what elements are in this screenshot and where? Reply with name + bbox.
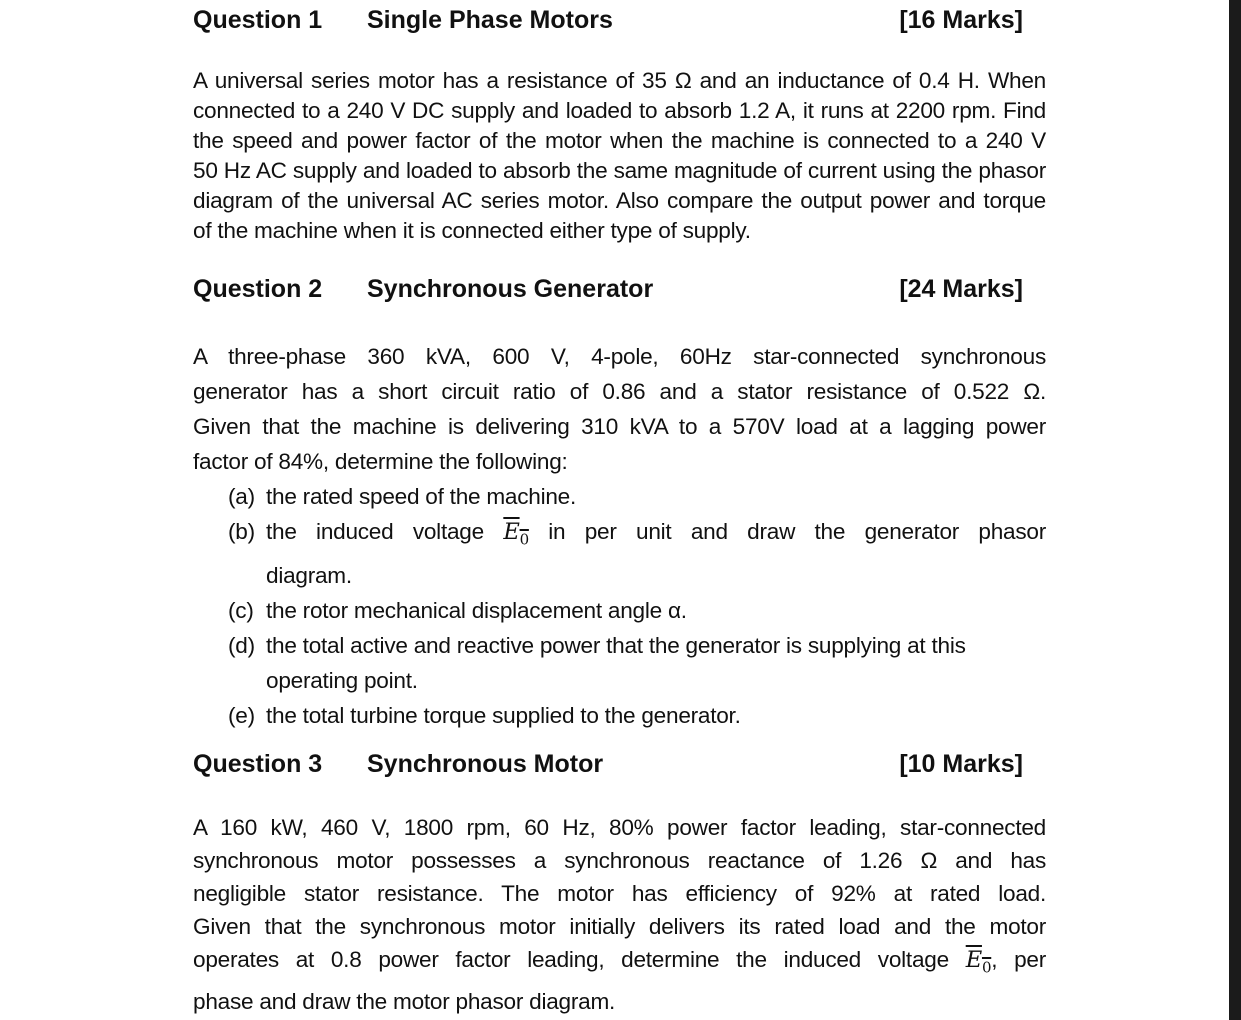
text-pre: operates at 0.8 power factor leading, determine the induced voltage	[193, 947, 966, 972]
part-a	[228, 479, 1046, 514]
text-line: Given that the machine is delivering 310 kVA to a 570V load at a lagging power	[193, 414, 1046, 439]
part-text: the rated speed of the machine.	[266, 484, 577, 509]
text-line: synchronous motor possesses a synchronous reactance of 1.26 Ω and has	[193, 848, 1046, 873]
text-line: 50 Hz AC supply and loaded to absorb the same magnitude of current using the phasor	[193, 158, 1046, 183]
text-line: of the machine when it is connected either type of supply.	[193, 218, 751, 243]
text-post: , per	[991, 947, 1046, 972]
text-line: the speed and power factor of the motor when the machine is connected to a 240 V	[193, 128, 1046, 153]
question-number: Question 3	[193, 750, 323, 778]
part-label: (d)	[228, 632, 255, 658]
question-number: Question 2	[193, 275, 323, 303]
part-text: the total active and reactive power that the generator is supplying at this	[266, 632, 966, 658]
question-marks: [24 Marks]	[899, 275, 1023, 303]
screen-edge	[1229, 0, 1241, 1020]
text-line: A three-phase 360 kVA, 600 V, 4-pole, 60Hz star-connected synchronous	[193, 344, 1046, 369]
question-number: Question 1	[193, 6, 323, 34]
induced-voltage-symbol: $E_0$	[503, 519, 529, 549]
text-line: A 160 kW, 460 V, 1800 rpm, 60 Hz, 80% power factor leading, star-connected	[193, 815, 1046, 840]
text-line: connected to a 240 V DC supply and loaded to absorb 1.2 A, it runs at 2200 rpm. Find	[193, 98, 1046, 123]
part-text: the rotor mechanical displacement angle α.	[266, 597, 687, 623]
part-label: (e)	[228, 702, 255, 728]
question-title: Single Phase Motors	[367, 6, 613, 34]
question-marks: [10 Marks]	[899, 750, 1023, 778]
text-line: factor of 84%, determine the following:	[193, 449, 568, 474]
question-2-text	[193, 339, 1046, 479]
part-c	[228, 593, 1046, 628]
question-1-heading	[193, 4, 1023, 36]
text-line: phase and draw the motor phasor diagram.	[193, 988, 616, 1014]
text-line: negligible stator resistance. The motor has efficiency of 92% at rated load.	[193, 881, 1046, 906]
part-text-pre: the induced voltage	[266, 519, 504, 544]
part-text: the total turbine torque supplied to the generator.	[266, 702, 741, 728]
part-label: (c)	[228, 597, 254, 623]
part-label: (a)	[228, 484, 255, 509]
text-line: A universal series motor has a resistance of 35 Ω and an inductance of 0.4 H. When	[193, 68, 1046, 93]
text-line: generator has a short circuit ratio of 0.86 and a stator resistance of 0.522 Ω.	[193, 379, 1046, 404]
part-e	[228, 698, 1046, 733]
question-marks: [16 Marks]	[899, 6, 1023, 34]
question-1-text	[193, 66, 1046, 246]
induced-voltage-symbol: $E_0$	[965, 947, 992, 977]
part-text-post: in per unit and draw the generator phasor	[528, 519, 1047, 544]
part-text	[266, 514, 1046, 558]
part-b	[228, 514, 1046, 593]
part-label: (b)	[228, 519, 255, 544]
text-line: Given that the synchronous motor initially delivers its rated load and the motor	[193, 914, 1046, 939]
text-line: diagram of the universal AC series motor. Also compare the output power and torque	[193, 188, 1046, 213]
part-d	[228, 628, 1046, 698]
question-3-text	[193, 811, 1046, 1018]
question-3-heading	[193, 748, 1023, 780]
part-text: diagram.	[266, 562, 352, 588]
part-text: operating point.	[266, 667, 418, 693]
question-title: Synchronous Generator	[367, 275, 654, 303]
question-2-heading	[193, 273, 1023, 305]
text-line	[193, 943, 1046, 985]
question-2-parts	[228, 479, 1046, 733]
question-title: Synchronous Motor	[367, 750, 604, 778]
